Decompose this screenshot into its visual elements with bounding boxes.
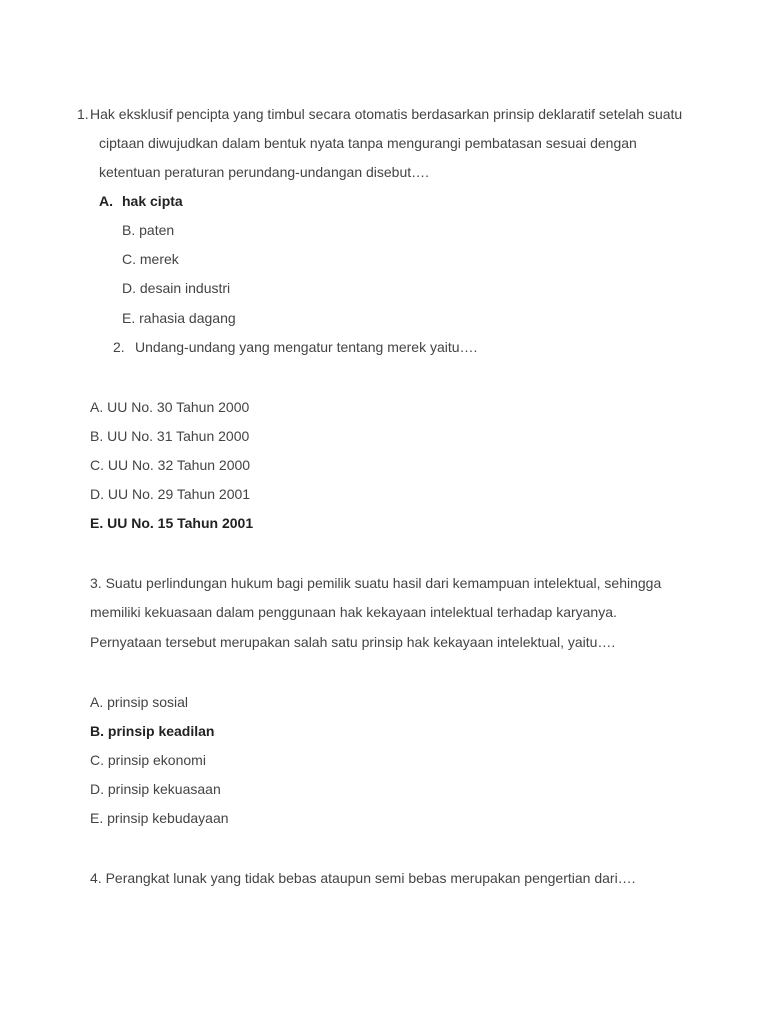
q1-text-line-3: ketentuan peraturan perundang-undangan disebut….	[99, 164, 430, 180]
q3-option-a: A. prinsip sosial	[90, 694, 189, 710]
q3-text-line-3: Pernyataan tersebut merupakan salah satu prinsip hak kekayaan intelektual, yaitu….	[90, 634, 616, 650]
q4-text: 4. Perangkat lunak yang tidak bebas ataupun semi bebas merupakan pengertian dari….	[90, 870, 636, 886]
q2-option-a: A. UU No. 30 Tahun 2000	[90, 399, 250, 415]
q1-text-line-1: Hak eksklusif pencipta yang timbul secara otomatis berdasarkan prinsip deklaratif setelah suatu	[90, 106, 683, 122]
q3-option-b-answer: B. prinsip keadilan	[90, 723, 215, 739]
q1-option-e: E. rahasia dagang	[122, 310, 236, 326]
q3-option-e: E. prinsip kebudayaan	[90, 810, 229, 826]
q3-text-line-1: 3. Suatu perlindungan hukum bagi pemilik suatu hasil dari kemampuan intelektual, sehingga	[90, 575, 662, 591]
q2-text: Undang-undang yang mengatur tentang merek yaitu….	[135, 339, 478, 355]
q3-option-d: D. prinsip kekuasaan	[90, 781, 221, 797]
q2-option-c: C. UU No. 32 Tahun 2000	[90, 457, 251, 473]
q1-text-line-2: ciptaan diwujudkan dalam bentuk nyata tanpa mengurangi pembatasan sesuai dengan	[99, 135, 637, 151]
q2-option-d: D. UU No. 29 Tahun 2001	[90, 486, 251, 502]
q2-option-b: B. UU No. 31 Tahun 2000	[90, 428, 250, 444]
q1-option-b: B. paten	[122, 222, 175, 238]
q1-option-a-letter: A.	[99, 193, 113, 209]
q2-number: 2.	[113, 339, 125, 355]
q1-option-a-answer: hak cipta	[122, 193, 183, 209]
q3-text-line-2: memiliki kekuasaan dalam penggunaan hak kekayaan intelektual terhadap karyanya.	[90, 604, 617, 620]
q2-option-e-answer: E. UU No. 15 Tahun 2001	[90, 515, 254, 531]
q1-option-d: D. desain industri	[122, 280, 231, 296]
q3-option-c: C. prinsip ekonomi	[90, 752, 206, 768]
q1-option-c: C. merek	[122, 251, 179, 267]
q1-number: 1.	[77, 106, 89, 122]
